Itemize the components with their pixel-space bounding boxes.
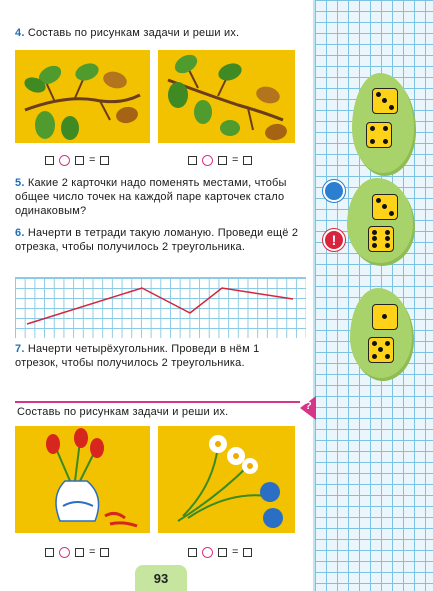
task-6 <box>15 226 305 254</box>
die-pip <box>370 126 375 131</box>
operation-circle[interactable] <box>59 547 70 558</box>
die-pip <box>382 98 387 103</box>
task-number: 5. <box>15 177 25 189</box>
formula-3 <box>45 546 109 558</box>
die-pip <box>372 230 377 235</box>
section-divider <box>15 401 300 403</box>
die-2-top <box>372 194 398 220</box>
picture-wildflowers <box>158 426 295 533</box>
die-pip <box>389 211 394 216</box>
exclamation-icon: ! <box>323 229 345 251</box>
formula-4 <box>188 546 252 558</box>
die-pip <box>382 204 387 209</box>
die-pip <box>372 236 377 241</box>
die-pip <box>385 354 390 359</box>
answer-box[interactable] <box>243 156 252 165</box>
die-pip <box>389 105 394 110</box>
polyline <box>27 288 293 324</box>
die-pip <box>376 92 381 97</box>
die-pip <box>376 198 381 203</box>
question-mark: ? <box>305 400 312 412</box>
task-number: 6. <box>15 227 25 239</box>
extra-task-title: Составь по рисункам задачи и реши их. <box>17 406 229 418</box>
polyline-grid <box>15 277 306 338</box>
answer-box[interactable] <box>45 156 54 165</box>
answer-box[interactable] <box>218 156 227 165</box>
answer-box[interactable] <box>218 548 227 557</box>
operation-circle[interactable] <box>202 547 213 558</box>
task-number: 7. <box>15 343 25 355</box>
answer-box[interactable] <box>188 156 197 165</box>
picture-vase-flowers <box>15 426 150 533</box>
die-pip <box>383 139 388 144</box>
die-1-top <box>372 88 398 114</box>
die-pip <box>383 126 388 131</box>
die-2-bottom <box>368 226 394 252</box>
die-pip <box>372 243 377 248</box>
task-text: Начерти четырёхугольник. Проведи в нём 1 отрезок, чтобы получилось 2 треугольника. <box>15 343 260 369</box>
task-7 <box>15 342 305 370</box>
picture-leaves-branch <box>15 50 150 143</box>
die-pip <box>385 236 390 241</box>
task-4 <box>15 26 305 40</box>
answer-box[interactable] <box>45 548 54 557</box>
equals-sign: = <box>89 154 96 166</box>
picture-leaves-branch-2 <box>158 50 295 143</box>
equals-sign: = <box>89 546 96 558</box>
task-text: Составь по рисункам задачи и реши их. <box>27 27 240 39</box>
die-pip <box>385 341 390 346</box>
equals-sign: = <box>232 154 239 166</box>
answer-box[interactable] <box>100 548 109 557</box>
formula-2 <box>188 154 252 166</box>
task-text: Какие 2 карточки надо поменять местами, чтобы общее число точек на каждой паре карточек стало одинаковым? <box>15 177 287 217</box>
die-pip <box>372 341 377 346</box>
die-1-bottom <box>366 122 392 148</box>
die-3-top <box>372 304 398 330</box>
die-pip <box>385 243 390 248</box>
die-pip <box>382 314 387 319</box>
die-pip <box>378 347 383 352</box>
globe-icon <box>323 180 345 202</box>
operation-circle[interactable] <box>202 155 213 166</box>
operation-circle[interactable] <box>59 155 70 166</box>
die-pip <box>370 139 375 144</box>
answer-box[interactable] <box>75 156 84 165</box>
die-pip <box>385 230 390 235</box>
answer-box[interactable] <box>75 548 84 557</box>
equals-sign: = <box>232 546 239 558</box>
task-text: Начерти в тетради такую ломаную. Проведи ещё 2 отрезка, чтобы получилось 2 треугольника. <box>15 227 299 253</box>
page-number: 93 <box>135 565 187 591</box>
task-number: 4. <box>15 27 25 39</box>
task-5 <box>15 176 305 218</box>
answer-box[interactable] <box>100 156 109 165</box>
die-pip <box>372 354 377 359</box>
die-3-bottom <box>368 337 394 363</box>
answer-box[interactable] <box>243 548 252 557</box>
answer-box[interactable] <box>188 548 197 557</box>
formula-1 <box>45 154 109 166</box>
